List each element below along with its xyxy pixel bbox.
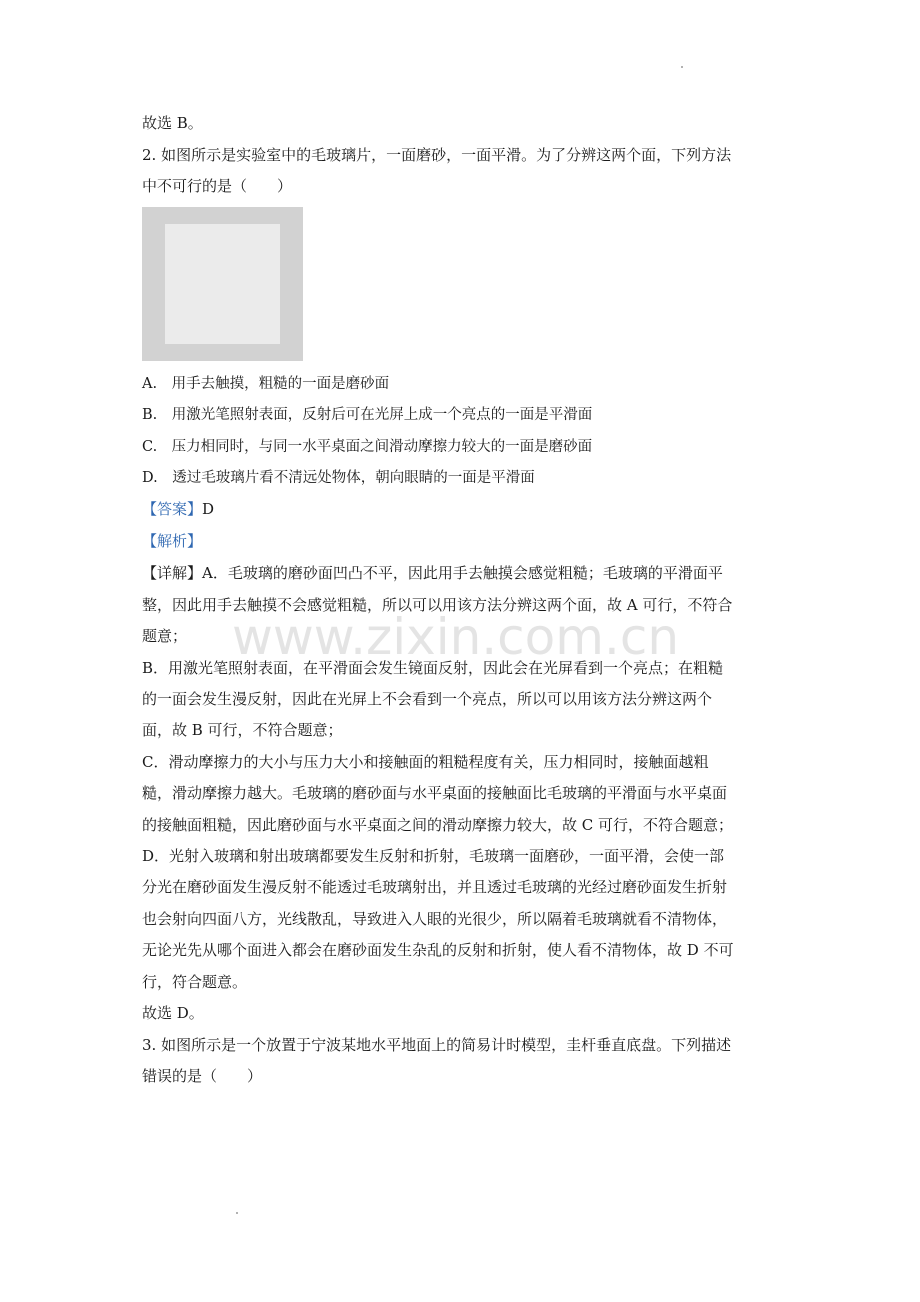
q2-stem-line-1: 2. 如图所示是实验室中的毛玻璃片，一面磨砂，一面平滑。为了分辨这两个面，下列方法	[142, 146, 732, 164]
answer-value: D	[202, 500, 215, 518]
answer-line	[142, 499, 214, 519]
detail-line-1	[142, 563, 723, 583]
detail-line-5: 的一面会发生漫反射，因此在光屏上不会看到一个亮点，所以可以用该方法分辨这两个	[142, 690, 713, 708]
detail-line-3: 题意；	[142, 627, 188, 645]
detail-line-11: 分光在磨砂面发生漫反射不能透过毛玻璃射出，并且透过毛玻璃的光经过磨砂面发生折射	[142, 878, 728, 896]
detail-line-10: D．光射入玻璃和射出玻璃都要发生反射和折射，毛玻璃一面磨砂，一面平滑，会使一部	[142, 847, 725, 865]
detail-line-13: 无论光先从哪个面进入都会在磨砂面发生杂乱的反射和折射，使人看不清物体，故 D 不可	[142, 941, 734, 959]
q2-option-c: C. 压力相同时，与同一水平桌面之间滑动摩擦力较大的一面是磨砂面	[142, 439, 593, 455]
q3-stem-line-1: 3. 如图所示是一个放置于宁波某地水平地面上的简易计时模型，圭杆垂直底盘。下列描述	[142, 1036, 732, 1054]
detail-line-6: 面，故 B 可行，不符合题意；	[142, 721, 343, 739]
detail-tag: 【详解】	[142, 564, 203, 582]
detail-line-2: 整，因此用手去触摸不会感觉粗糙，所以可以用该方法分辨这两个面，故 A 可行，不符合	[142, 596, 733, 614]
detail-line-4: B．用激光笔照射表面，在平滑面会发生镜面反射，因此会在光屏看到一个亮点；在粗糙	[142, 659, 724, 677]
answer-tag: 【答案】	[142, 500, 203, 518]
frosted-glass-figure	[142, 207, 303, 361]
analysis-line	[142, 531, 202, 551]
q2-option-d: D. 透过毛玻璃片看不清远处物体，朝向眼睛的一面是平滑面	[142, 470, 535, 486]
detail-line-9: 的接触面粗糙，因此磨砂面与水平桌面之间的滑动摩擦力较大，故 C 可行，不符合题意；	[142, 816, 734, 834]
detail-line-8: 糙，滑动摩擦力越大。毛玻璃的磨砂面与水平桌面的接触面比毛玻璃的平滑面与水平桌面	[142, 784, 728, 802]
frosted-glass-inner	[165, 224, 280, 344]
prev-conclusion: 故选 B。	[142, 114, 203, 132]
q2-option-a: A. 用手去触摸，粗糙的一面是磨砂面	[142, 376, 390, 392]
detail-text-1: A．毛玻璃的磨砂面凹凸不平，因此用手去触摸会感觉粗糙；毛玻璃的平滑面平	[202, 564, 723, 582]
detail-line-7: C．滑动摩擦力的大小与压力大小和接触面的粗糙程度有关，压力相同时，接触面越粗	[142, 753, 709, 771]
q2-option-b: B. 用激光笔照射表面，反射后可在光屏上成一个亮点的一面是平滑面	[142, 407, 593, 423]
q2-stem-line-2: 中不可行的是（ ）	[142, 177, 293, 195]
q2-conclusion: 故选 D。	[142, 1004, 204, 1022]
q3-stem-line-2: 错误的是（ ）	[142, 1067, 263, 1085]
watermark: www.zixin.com.cn	[232, 608, 680, 666]
analysis-tag: 【解析】	[142, 532, 203, 550]
page-dot-bottom	[236, 1212, 238, 1214]
detail-line-14: 行，符合题意。	[142, 973, 248, 991]
detail-line-12: 也会射向四面八方，光线散乱，导致进入人眼的光很少，所以隔着毛玻璃就看不清物体，	[142, 910, 728, 928]
page-dot-top	[681, 66, 683, 68]
